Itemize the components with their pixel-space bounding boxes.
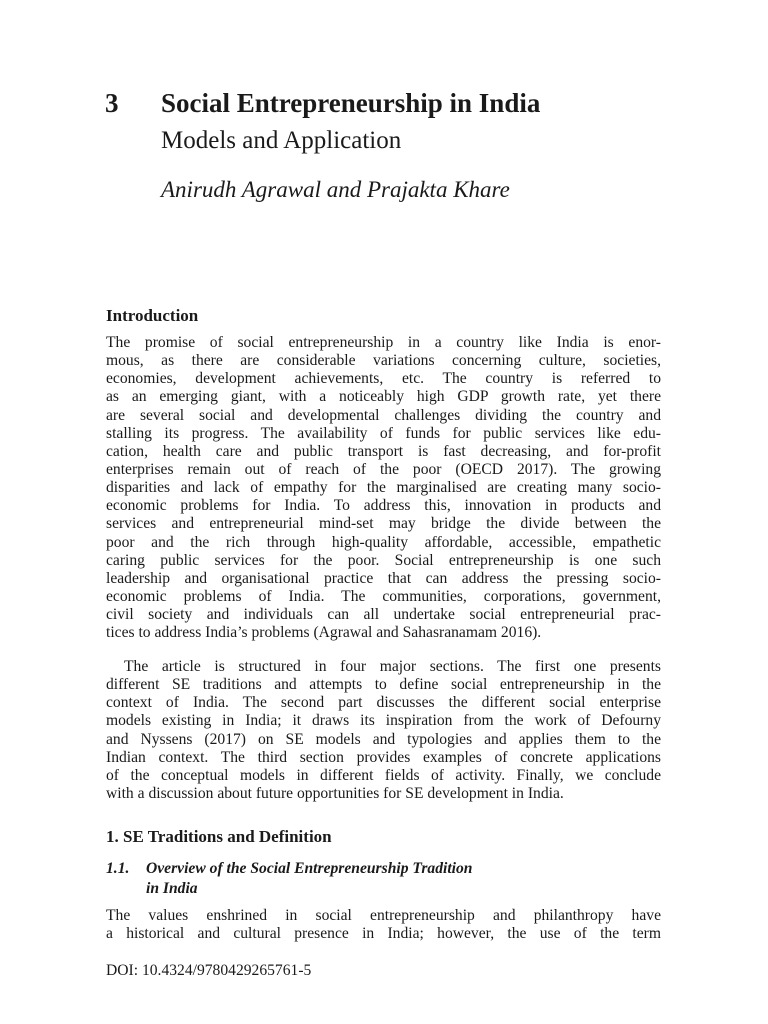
text-line: and Nyssens (2017) on SE models and typologies and applies them to the — [106, 730, 661, 748]
text-line: cation, health care and public transport is fast decreasing, and for-profit — [106, 442, 661, 460]
text-line: economic problems of India. The communities, corporations, government, — [106, 587, 661, 605]
text-line: a historical and cultural presence in India; however, the use of the term — [106, 925, 661, 943]
text-line: context of India. The second part discusses the different social enterprise — [106, 694, 661, 712]
introduction-paragraph-1 — [106, 334, 661, 642]
text-line: with a discussion about future opportunities for SE development in India. — [106, 784, 564, 802]
text-line: enterprises remain out of reach of the poor (OECD 2017). The growing — [106, 460, 661, 478]
doi-footer: DOI: 10.4324/9780429265761-5 — [106, 962, 312, 979]
text-line: services and entrepreneurial mind-set may bridge the divide between the — [106, 515, 661, 533]
text-line: caring public services for the poor. Social entrepreneurship is one such — [106, 551, 661, 569]
text-line: disparities and lack of empathy for the marginalised are creating many socio- — [106, 479, 661, 497]
text-line: tices to address India’s problems (Agrawal and Sahasranamam 2016). — [106, 624, 542, 642]
text-line: The article is structured in four major sections. The first one presents — [124, 658, 661, 675]
section-paragraph — [106, 907, 661, 943]
introduction-heading: Introduction — [106, 306, 199, 325]
chapter-title: Social Entrepreneurship in India — [161, 88, 541, 118]
text-line: poor and the rich through high-quality affordable, accessible, empathetic — [106, 533, 661, 551]
subsection-title-line-2: in India — [146, 880, 198, 897]
subsection-number: 1.1. — [106, 860, 130, 877]
text-line: mous, as there are considerable variations concerning culture, societies, — [106, 352, 661, 370]
subsection-title-line-1: Overview of the Social Entrepreneurship Tradition — [146, 860, 473, 877]
text-line: Indian context. The third section provides examples of concrete applications — [106, 748, 661, 766]
text-line: are several social and developmental challenges dividing the country and — [106, 406, 661, 424]
text-line: different SE traditions and attempts to define social entrepreneurship in the — [106, 676, 661, 694]
text-line: of the conceptual models in different fields of activity. Finally, we conclude — [106, 766, 661, 784]
subsection-heading — [106, 859, 661, 899]
chapter-number: 3 — [105, 88, 119, 118]
text-line: The values enshrined in social entrepreneurship and philanthropy have — [106, 907, 661, 924]
text-line: stalling its progress. The availability of funds for public services like edu- — [106, 424, 661, 442]
text-line: leadership and organisational practice that can address the pressing socio- — [106, 569, 661, 587]
text-line: economies, development achievements, etc. The country is referred to — [106, 370, 661, 388]
text-line: economic problems for India. To address this, innovation in products and — [106, 497, 661, 515]
introduction-paragraph-2 — [106, 658, 661, 803]
chapter-authors: Anirudh Agrawal and Prajakta Khare — [161, 177, 510, 202]
text-line: civil society and individuals can all undertake social entrepreneurial prac- — [106, 606, 661, 624]
text-line: The promise of social entrepreneurship in a country like India is enor- — [106, 334, 661, 351]
text-line: as an emerging giant, with a noticeably high GDP growth rate, yet there — [106, 388, 661, 406]
chapter-subtitle: Models and Application — [161, 127, 402, 154]
section-heading: 1. SE Traditions and Definition — [106, 827, 332, 846]
text-line: models existing in India; it draws its inspiration from the work of Defourny — [106, 712, 661, 730]
